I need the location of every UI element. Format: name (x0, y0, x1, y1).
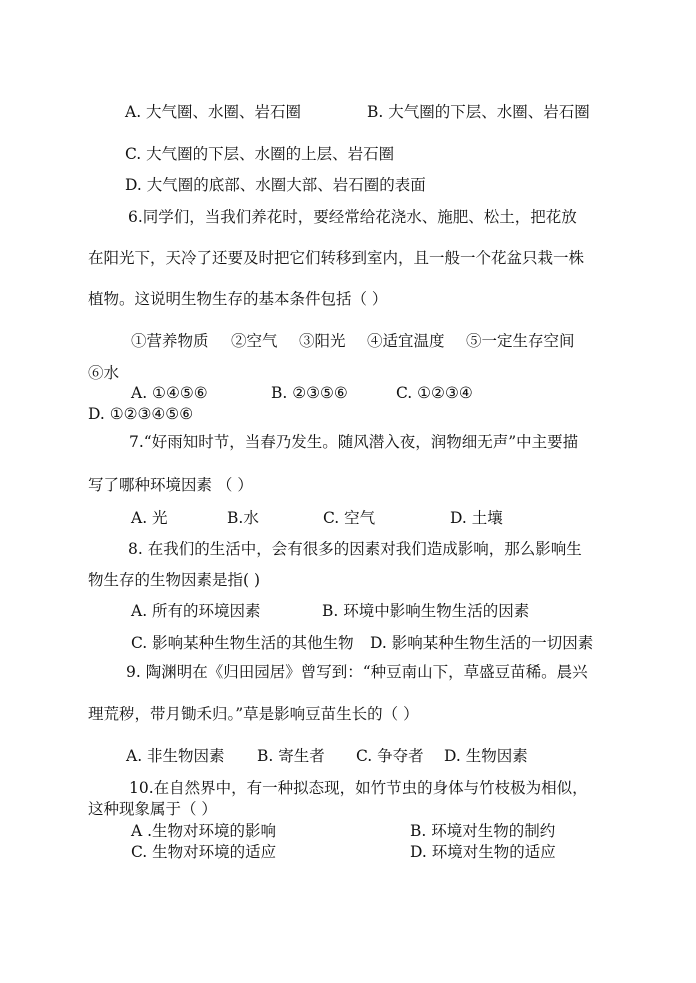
q8-option-a: A. 所有的环境因素 (131, 602, 261, 620)
q8-stem-line1: 8. 在我们的生活中，会有很多的因素对我们造成影响，那么影响生 (128, 540, 582, 558)
q7-stem-line1: 7.“好雨知时节，当春乃发生。随风潜入夜，润物细无声”中主要描 (129, 433, 579, 451)
q5-option-c: C. 大气圈的下层、水圈的上层、岩石圈 (125, 145, 395, 163)
q6-stem-line1: 6.同学们，当我们养花时，要经常给花浇水、施肥、松土，把花放 (128, 208, 577, 226)
q6-item-5: ⑤一定生存空间 (466, 332, 575, 350)
q5-option-d: D. 大气圈的底部、水圈大部、岩石圈的表面 (125, 176, 426, 194)
q6-item-2: ②空气 (231, 332, 278, 350)
q6-option-b: B. ②③⑤⑥ (271, 384, 348, 402)
q6-item-1: ①营养物质 (131, 332, 209, 350)
q7-option-a: A. 光 (131, 509, 168, 527)
q9-option-a: A. 非生物因素 (126, 747, 225, 765)
q10-option-c: C. 生物对环境的适应 (131, 843, 277, 861)
q5-option-b: B. 大气圈的下层、水圈、岩石圈 (367, 103, 590, 121)
q9-stem-line1: 9. 陶渊明在《归田园居》曾写到：“种豆南山下，草盛豆苗稀。晨兴 (126, 663, 588, 681)
q8-option-c: C. 影响某种生物生活的其他生物 (131, 634, 354, 652)
q10-stem-line1: 10.在自然界中，有一种拟态现，如竹节虫的身体与竹枝极为相似， (129, 779, 588, 797)
q5-option-a: A. 大气圈、水圈、岩石圈 (125, 103, 302, 121)
q6-option-c: C. ①②③④ (396, 384, 473, 402)
q6-item-6: ⑥水 (88, 364, 120, 382)
q9-option-b: B. 寄生者 (257, 747, 325, 765)
q9-option-c: C. 争夺者 (356, 747, 424, 765)
q6-option-d: D. ①②③④⑤⑥ (88, 405, 194, 423)
q10-option-d: D. 环境对生物的适应 (410, 843, 556, 861)
q6-item-4: ④适宜温度 (367, 332, 445, 350)
q6-stem-line2: 在阳光下，天冷了还要及时把它们转移到室内，且一般一个花盆只栽一株 (88, 249, 585, 267)
q9-stem-line2: 理荒秽，带月锄禾归。”草是影响豆苗生长的（ ） (88, 705, 419, 723)
q10-option-b: B. 环境对生物的制约 (410, 822, 556, 840)
q8-stem-line2: 物生存的生物因素是指( ) (88, 571, 261, 589)
q6-item-3: ③阳光 (299, 332, 346, 350)
q7-option-c: C. 空气 (323, 509, 376, 527)
q8-option-b: B. 环境中影响生物生活的因素 (322, 602, 530, 620)
q7-stem-line2: 写了哪种环境因素 （ ） (88, 476, 253, 494)
q6-stem-line3: 植物。这说明生物生存的基本条件包括（ ） (88, 290, 388, 308)
q10-option-a: A .生物对环境的影响 (131, 822, 277, 840)
q10-stem-line2: 这种现象属于（ ） (88, 800, 217, 818)
q7-option-d: D. 土壤 (450, 509, 503, 527)
q9-option-d: D. 生物因素 (444, 747, 528, 765)
q6-option-a: A. ①④⑤⑥ (131, 384, 208, 402)
q8-option-d: D. 影响某种生物生活的一切因素 (370, 634, 594, 652)
q7-option-b: B.水 (227, 509, 259, 527)
